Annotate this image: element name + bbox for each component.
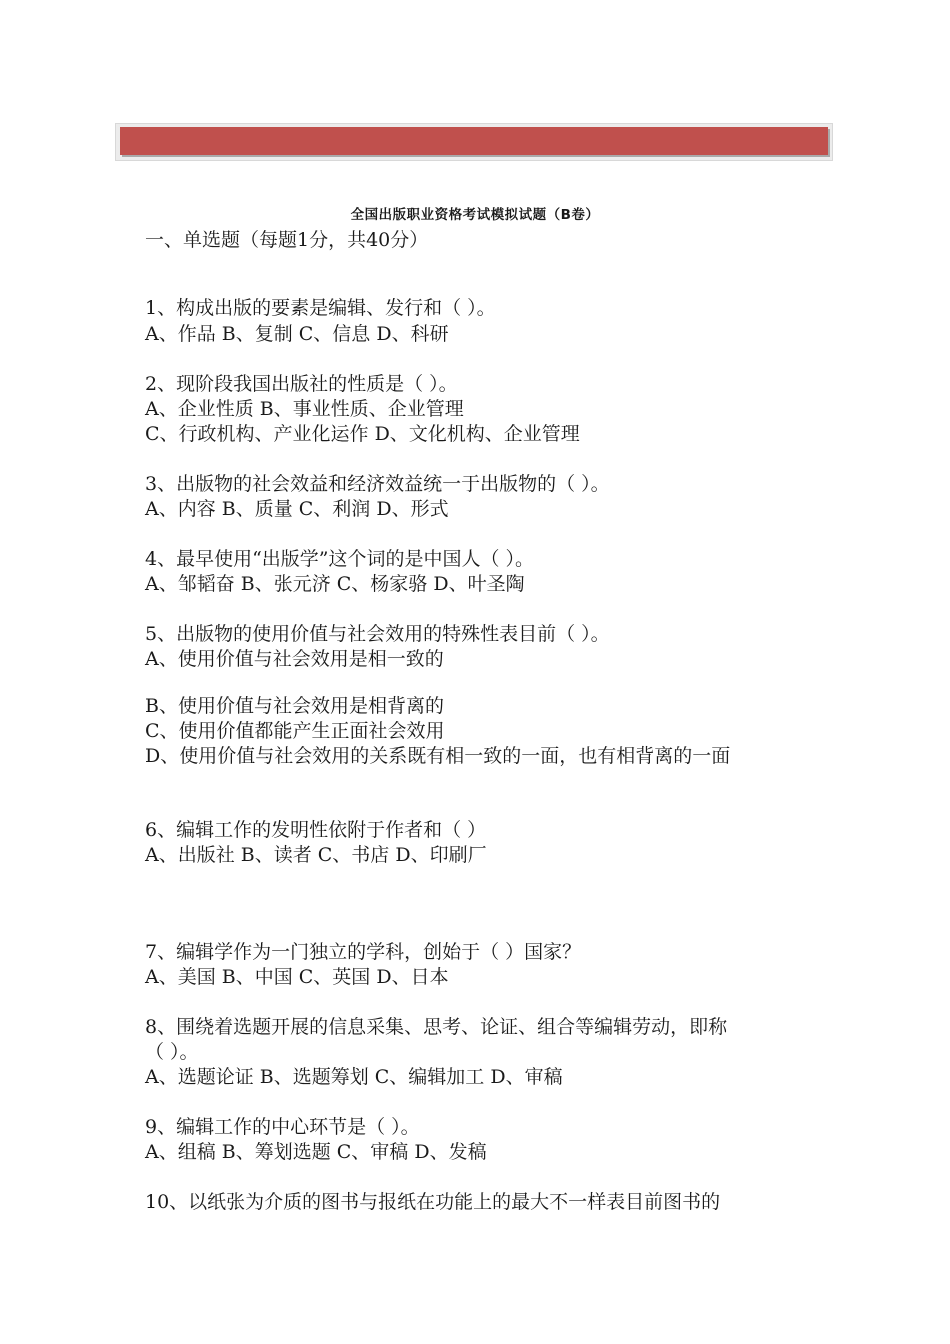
question-stem: 10、以纸张为介质的图书与报纸在功能上的最大不一样表目前图书的 bbox=[145, 1191, 721, 1213]
question-option: C、使用价值都能产生正面社会效用 bbox=[145, 720, 445, 742]
question-option: A、出版社 B、读者 C、书店 D、印刷厂 bbox=[145, 844, 487, 866]
question-option: A、内容 B、质量 C、利润 D、形式 bbox=[145, 498, 449, 520]
question-stem: 9、编辑工作的中心环节是（ ）。 bbox=[145, 1116, 420, 1138]
document-title: 全国出版职业资格考试模拟试题（B卷） bbox=[350, 207, 600, 223]
question-option: B、使用价值与社会效用是相背离的 bbox=[145, 695, 444, 717]
question-option: A、选题论证 B、选题筹划 C、编辑加工 D、审稿 bbox=[145, 1066, 563, 1088]
question-option: A、作品 B、复制 C、信息 D、科研 bbox=[145, 323, 449, 345]
question-stem: 1、构成出版的要素是编辑、发行和（ ）。 bbox=[145, 297, 496, 319]
question-stem: 5、出版物的使用价值与社会效用的特殊性表目前（ ）。 bbox=[145, 623, 610, 645]
question-option: A、使用价值与社会效用是相一致的 bbox=[145, 648, 444, 670]
question-stem: 4、最早使用“出版学”这个词的是中国人（ ）。 bbox=[145, 548, 535, 570]
question-option: C、行政机构、产业化运作 D、文化机构、企业管理 bbox=[145, 423, 580, 445]
question-option: A、企业性质 B、事业性质、企业管理 bbox=[145, 398, 464, 420]
question-option: A、组稿 B、筹划选题 C、审稿 D、发稿 bbox=[145, 1141, 487, 1163]
question-stem-continued: （ ）。 bbox=[145, 1041, 199, 1063]
header-banner-bar bbox=[120, 127, 828, 155]
question-option: A、美国 B、中国 C、英国 D、日本 bbox=[145, 966, 449, 988]
question-stem: 6、编辑工作的发明性依附于作者和（ ） bbox=[145, 819, 487, 841]
header-banner bbox=[115, 123, 833, 161]
question-option: D、使用价值与社会效用的关系既有相一致的一面，也有相背离的一面 bbox=[145, 745, 731, 767]
question-stem: 3、出版物的社会效益和经济效益统一于出版物的（ ）。 bbox=[145, 473, 610, 495]
question-stem: 2、现阶段我国出版社的性质是（ ）。 bbox=[145, 373, 458, 395]
question-option: A、邹韬奋 B、张元济 C、杨家骆 D、叶圣陶 bbox=[145, 573, 525, 595]
question-stem: 8、围绕着选题开展的信息采集、思考、论证、组合等编辑劳动，即称 bbox=[145, 1016, 728, 1038]
question-stem: 7、编辑学作为一门独立的学科，创始于（ ）国家？ bbox=[145, 941, 582, 963]
section-heading: 一、单选题（每题1分，共40分） bbox=[145, 229, 429, 251]
